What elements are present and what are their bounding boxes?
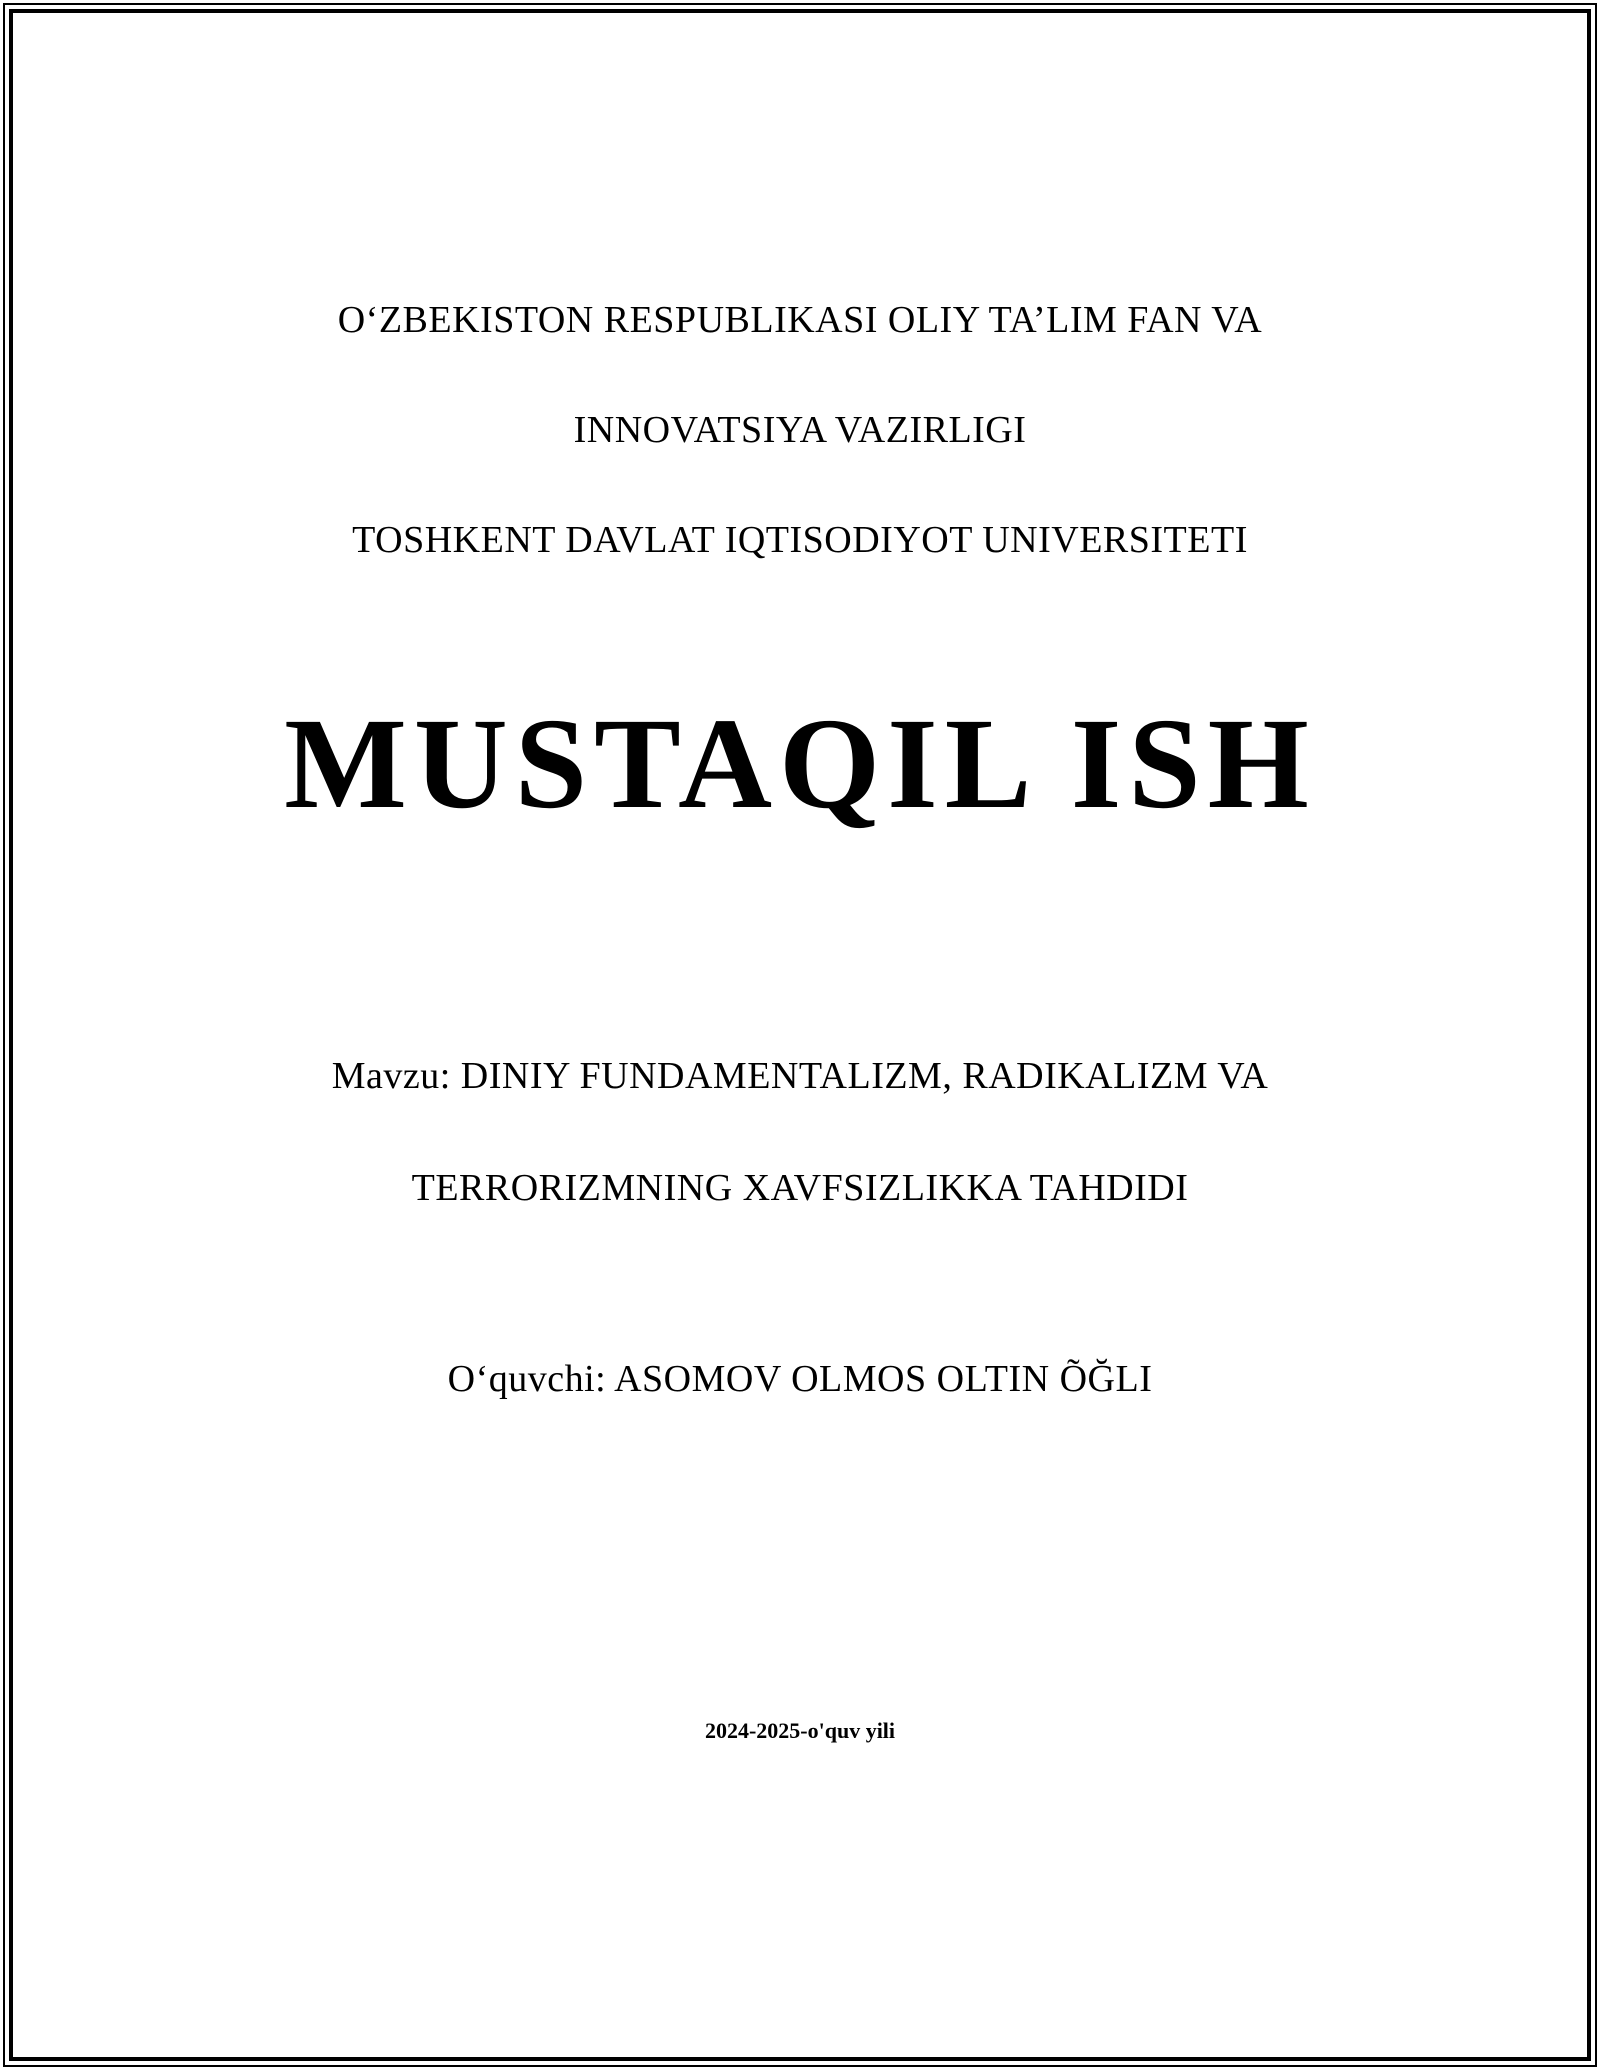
topic-section <box>60 992 1540 1272</box>
ministry-header-line-2: INNOVATSIYA VAZIRLIGI <box>573 409 1027 451</box>
university-name-line: TOSHKENT DAVLAT IQTISODIYOT UNIVERSITETI <box>352 519 1248 561</box>
topic-line-1: Mavzu: DINIY FUNDAMENTALIZM, RADIKALIZM VA <box>331 1055 1269 1097</box>
document-title: MUSTAQIL ISH <box>284 692 1316 836</box>
student-name-line: O‘quvchi: ASOMOV OLMOS OLTIN ÕĞLI <box>447 1358 1153 1400</box>
ministry-header-line-1: O‘ZBEKISTON RESPUBLIKASI OLIY TA’LIM FAN VA <box>337 299 1263 341</box>
academic-year-line: 2024-2025-o'quv yili <box>704 1718 896 1743</box>
topic-line-2: TERRORIZMNING XAVFSIZLIKKA TAHDIDI <box>411 1167 1189 1209</box>
ministry-header <box>60 238 1540 623</box>
